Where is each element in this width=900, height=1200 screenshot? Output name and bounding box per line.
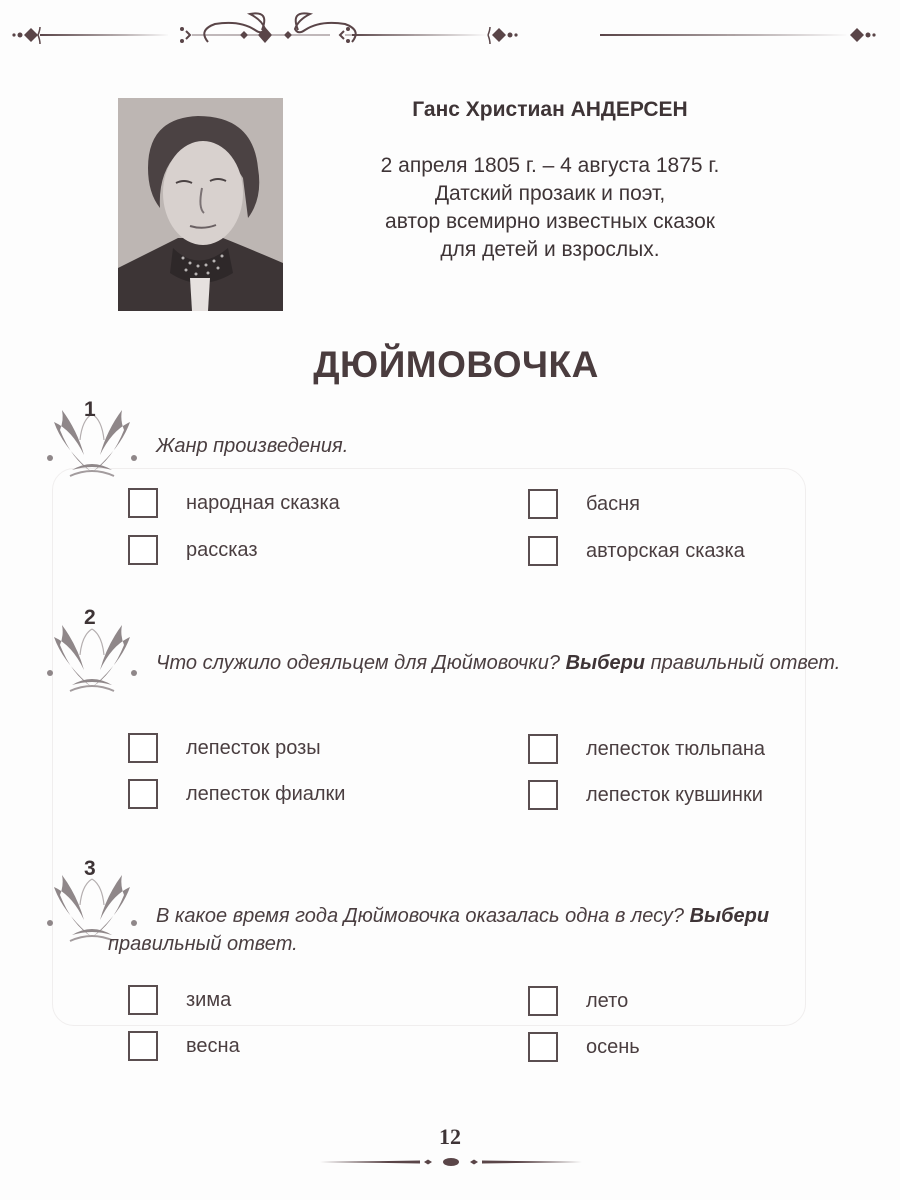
header-ornament-right: [0, 0, 900, 80]
option-lepestok-fialki[interactable]: [128, 779, 345, 809]
checkbox[interactable]: [128, 733, 158, 763]
footer-ornament-icon: [320, 1155, 582, 1169]
question-text-emphasis: Выбери: [689, 905, 770, 927]
option-leto[interactable]: [528, 986, 628, 1016]
option-label: лепесток кувшинки: [586, 783, 763, 806]
question-text-emphasis: Выбери: [565, 652, 646, 674]
checkbox[interactable]: [528, 986, 558, 1016]
question-text-main: Что служило одеяльцем для Дюймовочки?: [156, 652, 566, 674]
option-label: зима: [186, 988, 232, 1011]
option-lepestok-tyulpana[interactable]: [528, 734, 765, 764]
page-title: ДЮЙМОВОЧКА: [313, 344, 599, 385]
page-number: 12: [439, 1124, 461, 1149]
option-zima[interactable]: [128, 985, 231, 1015]
checkbox[interactable]: [528, 734, 558, 764]
question-text: [108, 902, 853, 958]
question-number: 1: [84, 398, 96, 421]
portrait-photo-icon: [118, 98, 283, 311]
question-text-tail: правильный ответ.: [645, 652, 841, 674]
checkbox[interactable]: [128, 535, 158, 565]
option-label: рассказ: [186, 538, 258, 561]
author-name: Ганс Христиан АНДЕРСЕН: [412, 98, 688, 121]
checkbox[interactable]: [528, 1032, 558, 1062]
option-vesna[interactable]: [128, 1031, 240, 1061]
option-label: лепесток тюльпана: [586, 737, 766, 760]
checkbox[interactable]: [528, 780, 558, 810]
question-text-tail: правильный ответ.: [108, 933, 298, 955]
option-label: лето: [586, 989, 629, 1012]
checkbox[interactable]: [128, 488, 158, 518]
checkbox[interactable]: [528, 536, 558, 566]
option-osen[interactable]: [528, 1032, 640, 1062]
option-lepestok-kuvshinki[interactable]: [528, 780, 763, 810]
option-label: лепесток фиалки: [186, 782, 346, 805]
question-text: [108, 649, 853, 677]
author-bio-line: Датский прозаик и поэт,: [434, 182, 666, 205]
option-avtorskaya-skazka[interactable]: [528, 536, 745, 566]
option-label: лепесток розы: [186, 736, 321, 759]
author-dates: 2 апреля 1805 г. – 4 августа 1875 г.: [380, 154, 720, 177]
option-label: народная сказка: [186, 491, 340, 514]
author-bio-line: автор всемирно известных сказок: [385, 210, 715, 233]
option-label: авторская сказка: [586, 539, 745, 562]
author-portrait: [118, 98, 283, 311]
question-text: [156, 432, 348, 460]
question-text-main: Жанр произведения.: [156, 435, 349, 457]
option-label: осень: [586, 1035, 640, 1058]
checkbox[interactable]: [528, 489, 558, 519]
option-narodnaya-skazka[interactable]: [128, 488, 340, 518]
question-number: 3: [84, 857, 96, 880]
author-bio-line: для детей и взрослых.: [440, 238, 660, 261]
question-text-main: В какое время года Дюймовочка оказалась одна в лесу?: [156, 905, 690, 927]
question-number: 2: [84, 606, 96, 629]
checkbox[interactable]: [128, 985, 158, 1015]
option-rasskaz[interactable]: [128, 535, 258, 565]
author-bio: [330, 152, 770, 264]
option-lepestok-rozy[interactable]: [128, 733, 321, 763]
checkbox[interactable]: [128, 1031, 158, 1061]
option-label: весна: [186, 1034, 240, 1057]
option-label: басня: [586, 492, 640, 515]
option-basnya[interactable]: [528, 489, 640, 519]
checkbox[interactable]: [128, 779, 158, 809]
